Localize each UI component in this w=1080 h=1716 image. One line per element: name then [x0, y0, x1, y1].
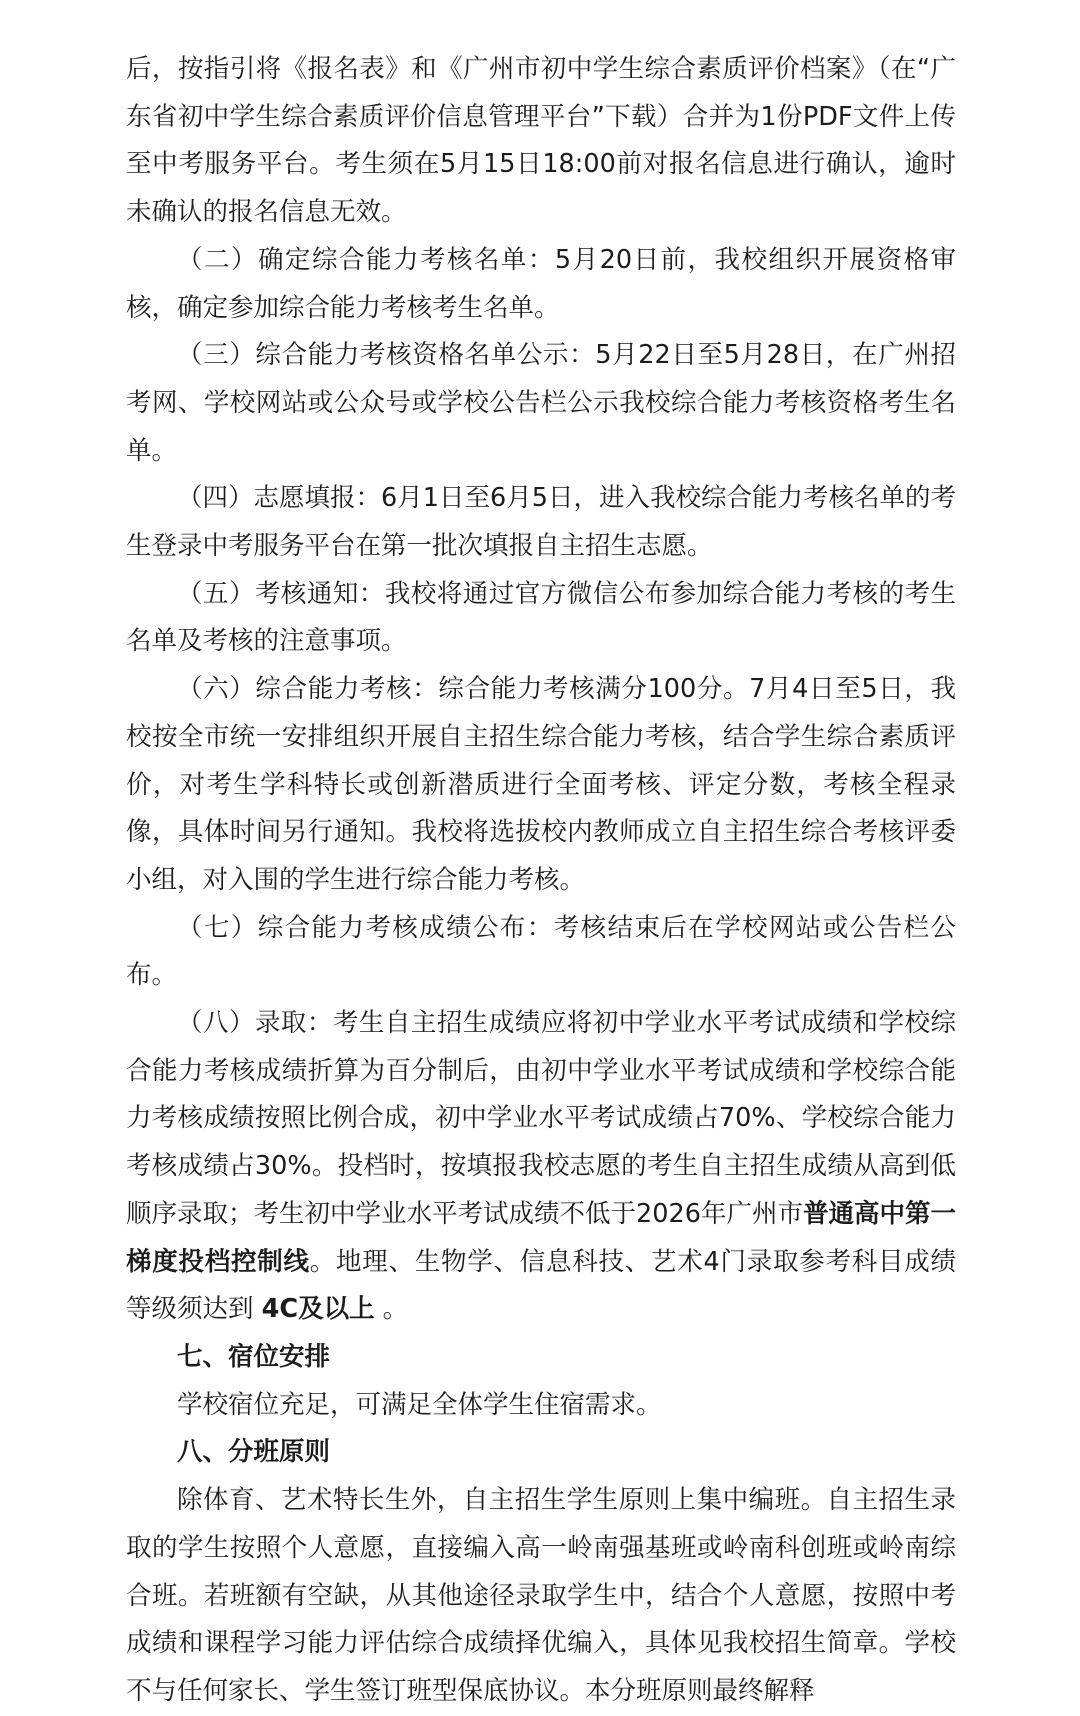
document-body — [126, 46, 956, 1716]
paragraph-step-2: （二）确定综合能力考核名单：5月20日前，我校组织开展资格审核，确定参加综合能力考核考生名单。 — [126, 244, 956, 323]
subjects-text: 。地理、生物学、信息科技、艺术4门录取参考科目成绩等级须达到 — [126, 1246, 956, 1325]
paragraph-step-6: （六）综合能力考核：综合能力考核满分100分。7月4日至5日，我校按全市统一安排组织开展自主招生综合能力考核，结合学生综合素质评价，对考生学科特长或创新潜质进行全面考核、评定分数，考核全程录像，具体时间另行通知。我校将选拔校内教师成立自主招生综合考核评委小组，对入围的学生进行综合能力考核。 — [126, 674, 956, 895]
control-line-emphasis: 普通高中第一梯度投档控制线 — [126, 1198, 956, 1277]
section-heading-dormitory: 七、宿位安排 — [177, 1341, 331, 1372]
paragraph-dormitory: 学校宿位充足，可满足全体学生住宿需求。 — [177, 1389, 662, 1420]
grade-requirement-emphasis: 4C及以上 — [261, 1294, 375, 1325]
paragraph-step-5: （五）考核通知：我校将通过官方微信公布参加综合能力考核的考生名单及考核的注意事项。 — [126, 578, 956, 657]
admission-text: （八）录取：考生自主招生成绩应将初中学业水平考试成绩和学校综合能力考核成绩折算为百分制后，由初中学业水平考试成绩和学校综合能力考核成绩按照比例合成，初中学业水平考试成绩占70%、学校综合能力考核成绩占30%。投档时，按填报我校志愿的考生自主招生成绩从高到低顺序录取；考生初中学业水平考试成绩不低于2026年广州市 — [126, 1008, 956, 1229]
paragraph-registration-upload: 后，按指引将《报名表》和《广州市初中学生综合素质评价档案》（在“广东省初中学生综合素质评价信息管理平台”下载）合并为1份PDF文件上传至中考服务平台。考生须在5月15日18:00前对报名信息进行确认，逾时未确认的报名信息无效。 — [126, 54, 956, 228]
paragraph-step-4: （四）志愿填报：6月1日至6月5日，进入我校综合能力考核名单的考生登录中考服务平台在第一批次填报自主招生志愿。 — [126, 483, 956, 562]
sentence-end: 。 — [374, 1294, 409, 1325]
paragraph-step-8 — [126, 1000, 956, 1334]
paragraph-step-3: （三）综合能力考核资格名单公示：5月22日至5月28日，在广州招考网、学校网站或公众号或学校公告栏公示我校综合能力考核资格考生名单。 — [126, 340, 956, 466]
paragraph-step-7: （七）综合能力考核成绩公布：考核结束后在学校网站或公告栏公布。 — [126, 912, 956, 991]
section-heading-class-placement: 八、分班原则 — [177, 1437, 331, 1468]
paragraph-class-placement: 除体育、艺术特长生外，自主招生学生原则上集中编班。自主招生录取的学生按照个人意愿，直接编入高一岭南强基班或岭南科创班或岭南综合班。若班额有空缺，从其他途径录取学生中，结合个人意愿，按照中考成绩和课程学习能力评估综合成绩择优编入，具体见我校招生简章。学校不与任何家长、学生签订班型保底协议。本分班原则最终解释 — [126, 1485, 956, 1706]
